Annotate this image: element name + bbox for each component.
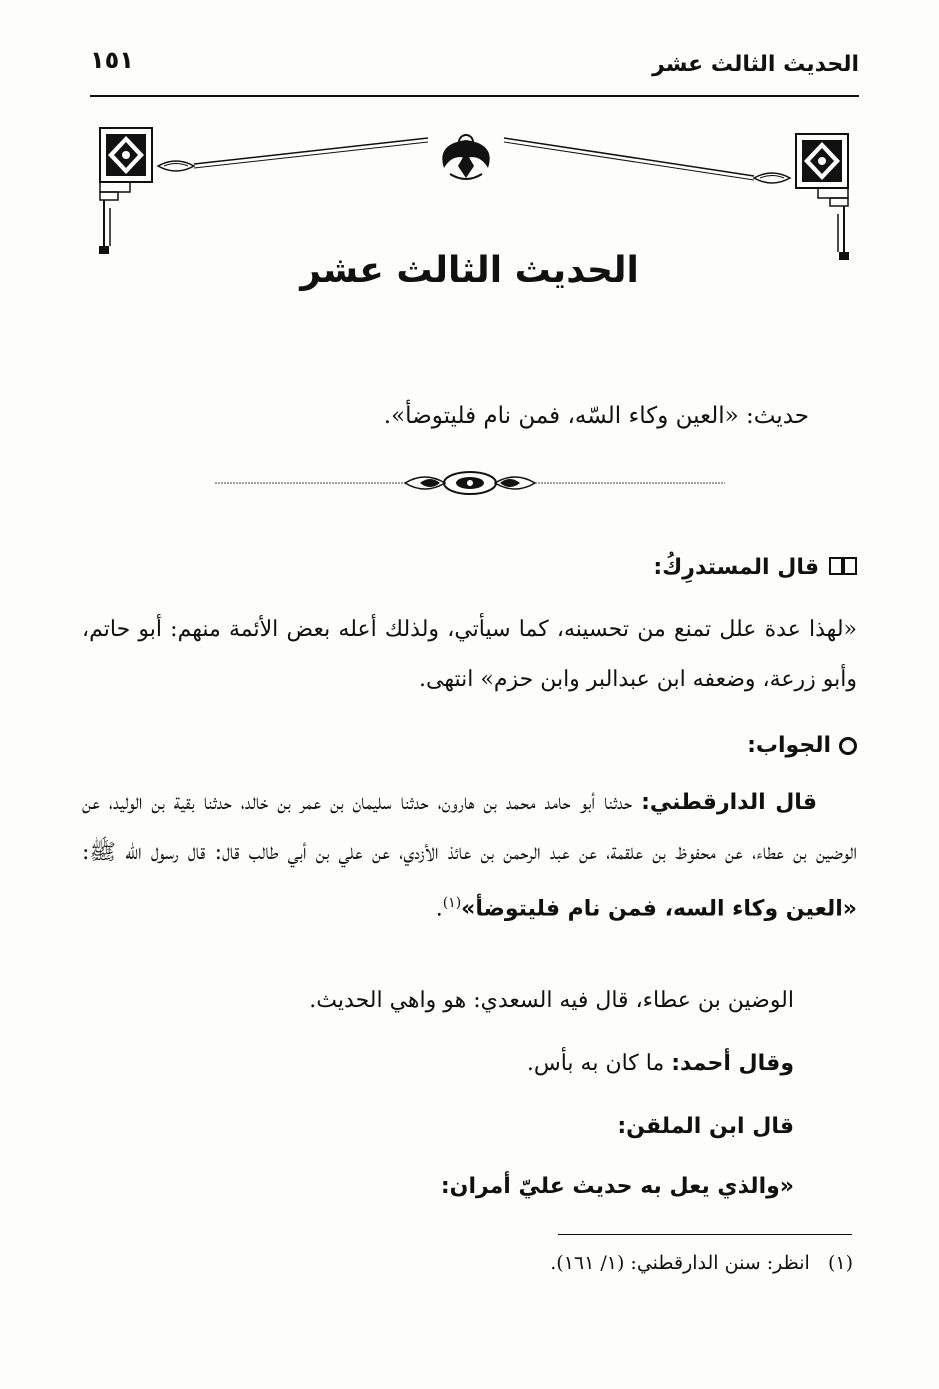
ornamental-frame (98, 118, 850, 268)
mulaqqin-quote: «والذي يعل به حديث عليّ أمران: (440, 1174, 794, 1199)
wadin-note: الوضين بن عطاء، قال فيه السعدي: هو واهي الحديث. (309, 988, 794, 1013)
book-icon (829, 556, 857, 576)
mustadrik-paragraph: «لهذا عدة علل تمنع من تحسينه، كما سيأتي، ولذلك أعله بعض الأئمة منهم: أبو حاتم، وأبو زرعة، وضعفه ابن عبدالبر وابن حزم» انتهى. (82, 617, 857, 692)
footnote-number: (١) (827, 1252, 853, 1274)
page-number: ١٥١ (90, 46, 134, 74)
header-rule (90, 95, 859, 97)
running-title: الحديث الثالث عشر (652, 52, 859, 77)
center-finial (442, 135, 489, 179)
hadith-quote: «العين وكاء السه، فمن نام فليتوضأ» (461, 896, 857, 922)
answer-heading-text: الجواب: (747, 733, 831, 758)
answer-heading (747, 733, 857, 758)
ahmad-label: وقال أحمد: (671, 1051, 794, 1076)
ahmad-note (527, 1051, 794, 1076)
footnote-text: انظر: سنن الدارقطني: (١/ ١٦١). (550, 1252, 810, 1274)
answer-paragraph (82, 778, 857, 934)
mustadrik-heading-text: قال المستدرِكُ: (653, 555, 819, 580)
footnote-ref[interactable]: (١) (442, 895, 462, 911)
left-corner-ornament (99, 128, 194, 254)
footnote (550, 1252, 853, 1274)
ornamental-divider (215, 468, 725, 498)
mustadrik-heading (653, 555, 857, 580)
hadith-text: حديث: «العين وكاء السّه، فمن نام فليتوضأ». (383, 403, 809, 429)
speaker-label: قال الدارقطني: (641, 790, 817, 815)
footnote-rule (558, 1234, 852, 1235)
narration-end: . (435, 896, 443, 922)
right-corner-ornament (754, 134, 849, 260)
mulaqqin-label: قال ابن الملقن: (617, 1114, 794, 1139)
ahmad-text: ما كان به بأس. (526, 1051, 672, 1076)
chapter-title: الحديث الثالث عشر (300, 250, 639, 291)
circle-icon (839, 737, 857, 755)
narration-text: حدثنا أبو حامد محمد بن هارون، حدثنا سليمان بن عمر بن خالد، حدثنا بقية بن الوليد، عن الوضين بن عطاء، عن محفوظ بن علقمة، عن عبد الرحمن بن عائذ الأزدي، عن علي بن أبي طالب قال: قال رسول الله ﷺ: (82, 790, 857, 865)
